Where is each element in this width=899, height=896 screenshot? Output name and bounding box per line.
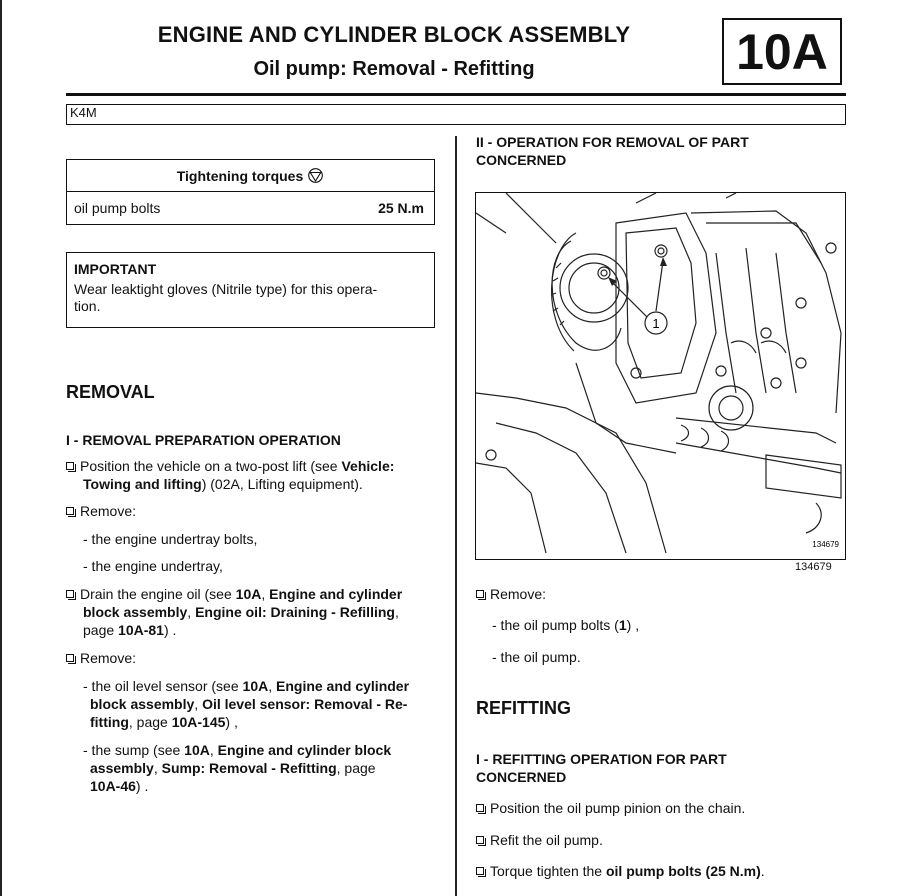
checkbox-bullet-icon xyxy=(476,836,484,844)
important-box xyxy=(66,252,435,328)
checkbox-bullet-icon xyxy=(476,590,484,598)
torque-triangle-icon xyxy=(307,168,324,183)
list-item: Position the oil pump pinion on the chain. xyxy=(476,799,745,817)
torque-table-heading: Tightening torques xyxy=(176,167,304,184)
list-subitem: - the oil level sensor (see 10A, Engine and cylinder block assembly, Oil level sensor: Removal - Re- fitting, page 10A-145) , xyxy=(83,678,410,730)
checkbox-bullet-icon xyxy=(476,804,484,812)
checkbox-bullet-icon xyxy=(66,462,74,470)
torque-row-value: 25 N.m xyxy=(378,199,424,216)
engine-line-drawing xyxy=(475,192,846,560)
list-subitem: - the oil pump bolts (1) , xyxy=(492,617,640,633)
list-subitem: - the engine undertray bolts, xyxy=(83,531,258,547)
checkbox-bullet-icon xyxy=(476,867,484,875)
refitting-part-subheading: I - REFITTING OPERATION FOR PART CONCERNED xyxy=(476,751,727,785)
checkbox-bullet-icon xyxy=(66,654,74,662)
list-item: Torque tighten the oil pump bolts (25 N.m). xyxy=(476,862,765,880)
torque-table xyxy=(66,159,435,225)
engine-model-box: K4M xyxy=(66,104,846,125)
list-item: Remove: xyxy=(66,649,136,667)
list-item: Drain the engine oil (see 10A, Engine and cylinder block assembly, Engine oil: Draining - Refilling, page 10A-81) . xyxy=(66,585,436,639)
list-subitem: - the sump (see 10A, Engine and cylinder block assembly, Sump: Removal - Refitting, page 10A-46) . xyxy=(83,742,392,794)
removal-prep-subheading: I - REMOVAL PREPARATION OPERATION xyxy=(66,432,341,448)
header-divider xyxy=(66,93,846,96)
list-subitem: - the engine undertray, xyxy=(83,558,223,574)
list-item: Remove: xyxy=(66,502,136,520)
removal-heading: REMOVAL xyxy=(66,382,155,402)
list-item: Refit the oil pump. xyxy=(476,831,603,849)
torque-row-label: oil pump bolts xyxy=(74,199,161,216)
refitting-heading: REFITTING xyxy=(476,698,571,718)
important-text: Wear leaktight gloves (Nitrile type) for this opera- tion. xyxy=(74,281,378,314)
torque-row xyxy=(67,192,434,223)
torque-table-header xyxy=(67,160,434,192)
figure-caption: 134679 xyxy=(795,561,832,573)
list-subitem: - the oil pump. xyxy=(492,649,581,665)
checkbox-bullet-icon xyxy=(66,590,74,598)
list-item: Remove: xyxy=(476,585,546,603)
chapter-badge: 10A xyxy=(722,18,842,85)
important-heading: IMPORTANT xyxy=(74,261,157,277)
page-subtitle: Oil pump: Removal - Refitting xyxy=(253,58,535,80)
figure-inner-id: 134679 xyxy=(812,540,839,549)
figure-callout-label: 1 xyxy=(652,316,660,331)
page-left-border xyxy=(0,0,2,896)
engine-illustration xyxy=(476,193,846,560)
page-title: ENGINE AND CYLINDER BLOCK ASSEMBLY xyxy=(157,22,631,47)
column-divider xyxy=(455,136,457,896)
list-item: Position the vehicle on a two-post lift (see Vehicle: Towing and lifting) (02A, Lifting equipment). xyxy=(66,457,436,493)
removal-part-subheading: II - OPERATION FOR REMOVAL OF PART CONCERNED xyxy=(476,134,749,168)
checkbox-bullet-icon xyxy=(66,507,74,515)
